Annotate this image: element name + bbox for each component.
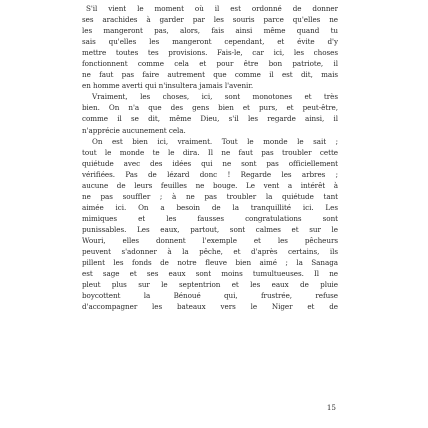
text-line: mettre toutes tes provisions. Fais-le, car ici, les choses xyxy=(82,48,338,58)
text-line: mimiques et les fausses congratulations sont xyxy=(82,213,338,223)
text-line: tout le monde te le dira. Il ne faut pas troubler cette xyxy=(82,147,338,157)
text-line: fonctionnent comme cela et pour être bon patriote, il xyxy=(82,59,338,69)
text-line: Vraiment, les choses, ici, sont monotones et très xyxy=(92,92,338,102)
text-line: ne faut pas faire autrement que comme il est dit, mais xyxy=(82,70,338,80)
text-line: n'apprécie aucunement cela. xyxy=(82,125,186,135)
text-line: On est bien ici, vraiment. Tout le monde le sait ; xyxy=(92,136,338,146)
text-line: ses arachides à garder par les souris parce qu'elles ne xyxy=(82,15,338,25)
text-line: bien. On n'a que des gens bien et purs, et peut-être, xyxy=(82,103,338,113)
text-line: les mangeront pas, alors, fais ainsi même quand tu xyxy=(82,26,338,36)
text-line: aucune de leurs feuilles ne bouge. Le vent a intérêt à xyxy=(82,180,338,190)
text-line: boycottent la Bénoué qui, frustrée, refuse xyxy=(82,291,338,301)
text-line: pleut plus sur le septentrion et les eaux de pluie xyxy=(82,280,338,290)
text-line: ne pas souffler ; à ne pas troubler la quiétude tant xyxy=(82,191,338,201)
text-line: Wouri, elles donnent l'exemple et les pêcheurs xyxy=(82,235,338,245)
page-number: 15 xyxy=(326,403,336,412)
text-line: quiétude avec des idées qui ne sont pas officiellement xyxy=(82,158,338,168)
text-line: aimée ici. On a besoin de la tranquillité ici. Les xyxy=(82,202,338,212)
text-line: en homme averti qui n'insultera jamais l'avenir. xyxy=(82,81,254,91)
text-line: pillent les fonds de notre fleuve bien aimé ; la Sanaga xyxy=(82,258,338,268)
text-line: vérifiées. Pas de lézard donc ! Regarde les arbres ; xyxy=(82,169,338,179)
text-line: punissables. Les eaux, partout, sont calmes et sur le xyxy=(82,224,338,234)
body-text xyxy=(82,3,338,312)
text-line: est sage et ses eaux sont moins tumultueuses. Il ne xyxy=(82,269,338,279)
text-line: d'accompagner les bateaux vers le Niger et de xyxy=(82,302,338,312)
text-line: S'il vient le moment où il est ordonné de donner xyxy=(86,4,338,13)
text-line: sais qu'elles les mangeront cependant, et évite d'y xyxy=(82,37,338,47)
text-line: comme il se dit, même Dieu, s'il les regarde ainsi, il xyxy=(82,114,338,124)
text-line: peuvent s'adonner à la pêche, et d'après certains, ils xyxy=(82,247,338,257)
